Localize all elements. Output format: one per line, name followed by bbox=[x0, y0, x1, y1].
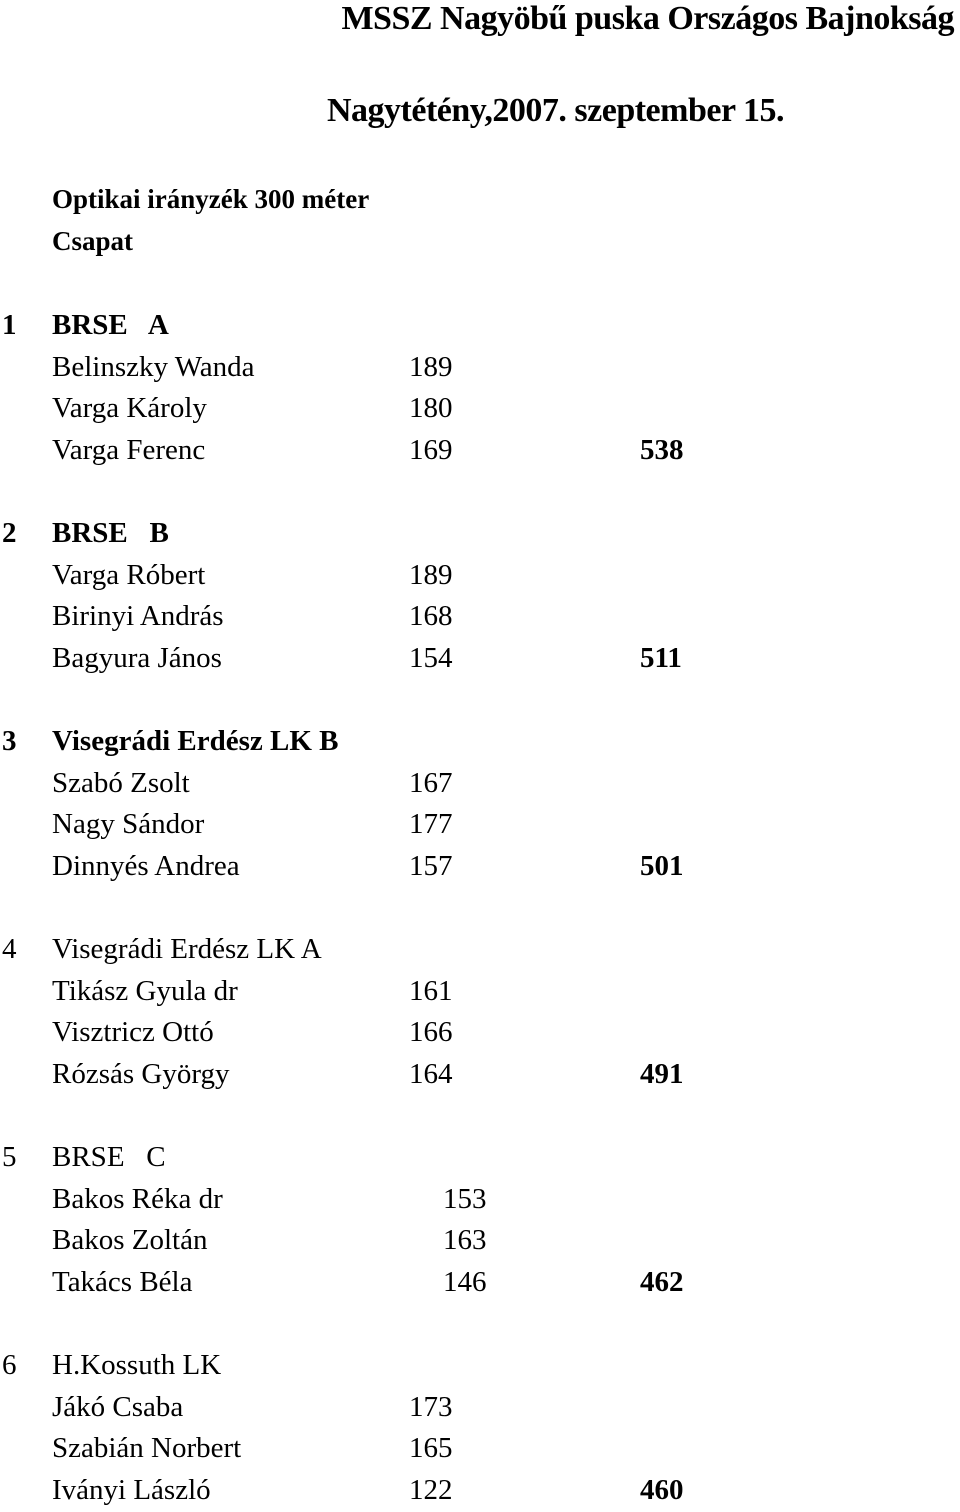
category-label: Optikai irányzék 300 méter bbox=[52, 184, 370, 214]
team-total: 538 bbox=[640, 433, 684, 466]
member-name: Birinyi András bbox=[52, 600, 224, 633]
location-date: Nagytétény,2007. szeptember 15. bbox=[327, 92, 784, 129]
team-rank: 3 bbox=[2, 725, 17, 757]
member-score: 122 bbox=[409, 1473, 453, 1506]
member-score: 165 bbox=[409, 1432, 453, 1465]
member-name: Bagyura János bbox=[52, 641, 222, 674]
member-name: Belinszky Wanda bbox=[52, 350, 255, 383]
team-rank: 6 bbox=[2, 1349, 17, 1381]
member-name: Bakos Réka dr bbox=[52, 1182, 223, 1215]
member-name: Szabián Norbert bbox=[52, 1432, 242, 1465]
team-name: H.Kossuth LK bbox=[52, 1349, 222, 1381]
member-score: 161 bbox=[409, 974, 453, 1007]
member-name: Jákó Csaba bbox=[52, 1390, 184, 1423]
team-name: Visegrádi Erdész LK B bbox=[52, 725, 339, 757]
member-score: 163 bbox=[443, 1224, 487, 1257]
member-name: Tikász Gyula dr bbox=[52, 974, 238, 1007]
member-name: Szabó Zsolt bbox=[52, 766, 190, 799]
member-score: 177 bbox=[409, 808, 453, 841]
team-total: 462 bbox=[640, 1265, 684, 1298]
member-score: 173 bbox=[409, 1390, 453, 1423]
member-score: 164 bbox=[409, 1057, 453, 1090]
member-score: 180 bbox=[409, 392, 453, 425]
team-total: 491 bbox=[640, 1057, 684, 1090]
section-label: Csapat bbox=[52, 226, 134, 256]
team-rank: 2 bbox=[2, 517, 17, 549]
team-total: 460 bbox=[640, 1473, 684, 1506]
member-name: Bakos Zoltán bbox=[52, 1224, 208, 1257]
member-score: 189 bbox=[409, 350, 453, 383]
member-score: 168 bbox=[409, 600, 453, 633]
team-rank: 5 bbox=[2, 1141, 17, 1173]
member-name: Takács Béla bbox=[52, 1265, 193, 1298]
member-name: Visztricz Ottó bbox=[52, 1016, 214, 1049]
member-name: Varga Róbert bbox=[52, 558, 206, 591]
member-name: Nagy Sándor bbox=[52, 808, 205, 841]
team-name: BRSE A bbox=[52, 309, 169, 341]
team-name: BRSE C bbox=[52, 1141, 166, 1173]
member-score: 146 bbox=[443, 1265, 487, 1298]
member-score: 166 bbox=[409, 1016, 453, 1049]
member-name: Rózsás György bbox=[52, 1057, 230, 1090]
member-name: Varga Károly bbox=[52, 392, 207, 425]
team-rank: 1 bbox=[2, 309, 17, 341]
member-score: 157 bbox=[409, 849, 453, 882]
member-score: 169 bbox=[409, 433, 453, 466]
team-total: 501 bbox=[640, 849, 684, 882]
document-title: MSSZ Nagyöbű puska Országos Bajnokság bbox=[341, 0, 954, 37]
team-name: BRSE B bbox=[52, 517, 169, 549]
team-rank: 4 bbox=[2, 933, 17, 965]
member-score: 153 bbox=[443, 1182, 487, 1215]
member-name: Varga Ferenc bbox=[52, 433, 206, 466]
member-score: 189 bbox=[409, 558, 453, 591]
member-score: 167 bbox=[409, 766, 453, 799]
member-score: 154 bbox=[409, 641, 453, 674]
member-name: Iványi László bbox=[52, 1473, 211, 1506]
team-name: Visegrádi Erdész LK A bbox=[52, 933, 322, 965]
member-name: Dinnyés Andrea bbox=[52, 849, 240, 882]
team-total: 511 bbox=[640, 641, 682, 674]
